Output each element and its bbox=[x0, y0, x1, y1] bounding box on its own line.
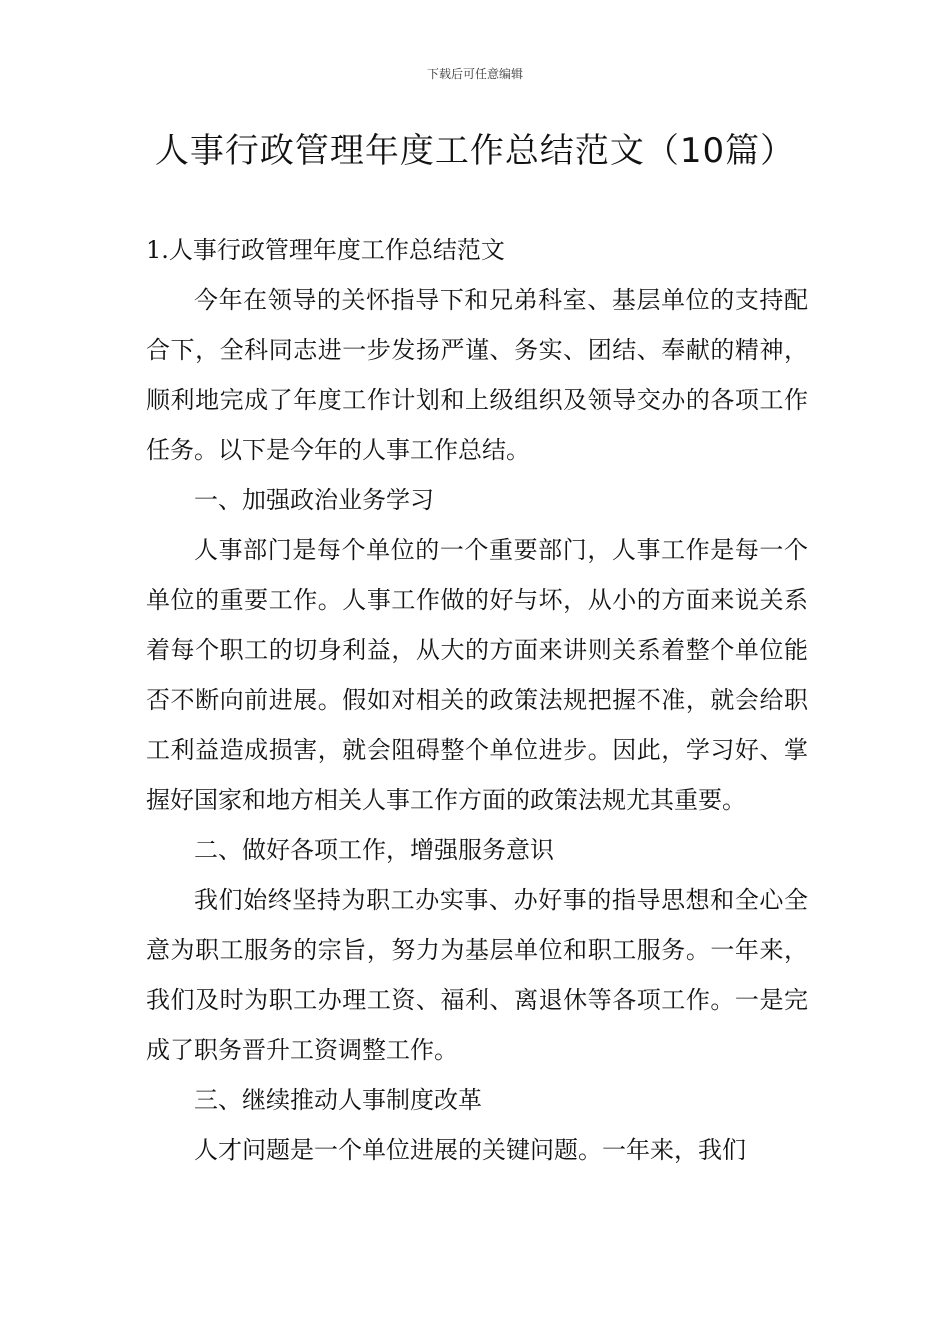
document-title: 人事行政管理年度工作总结范文（10篇） bbox=[154, 131, 796, 171]
section-heading: 1.人事行政管理年度工作总结范文 bbox=[146, 236, 505, 264]
header-note: 下载后可任意编辑 bbox=[426, 67, 523, 81]
paragraph-intro: 今年在领导的关怀指导下和兄弟科室、基层单位的支持配合下，全科同志进一步发扬严谨、务实、团结、奉献的精神，顺利地完成了年度工作计划和上级组织及领导交办的各项工作任务。以下是今年的人事工作总结。 bbox=[146, 286, 808, 464]
document-body bbox=[146, 225, 808, 1175]
paragraph-2: 我们始终坚持为职工办实事、办好事的指导思想和全心全意为职工服务的宗旨，努力为基层单位和职工服务。一年来，我们及时为职工办理工资、福利、离退休等各项工作。一是完成了职务晋升工资调整工作。 bbox=[146, 886, 808, 1064]
subheading-2: 二、做好各项工作，增强服务意识 bbox=[194, 836, 554, 864]
subheading-3: 三、继续推动人事制度改革 bbox=[194, 1086, 482, 1114]
paragraph-1: 人事部门是每个单位的一个重要部门，人事工作是每一个单位的重要工作。人事工作做的好与坏，从小的方面来说关系着每个职工的切身利益，从大的方面来讲则关系着整个单位能否不断向前进展。假如对相关的政策法规把握不准，就会给职工利益造成损害，就会阻碍整个单位进步。因此，学习好、掌握好国家和地方相关人事工作方面的政策法规尤其重要。 bbox=[146, 536, 808, 814]
subheading-1: 一、加强政治业务学习 bbox=[194, 486, 434, 514]
paragraph-3: 人才问题是一个单位进展的关键问题。一年来，我们 bbox=[194, 1136, 746, 1164]
